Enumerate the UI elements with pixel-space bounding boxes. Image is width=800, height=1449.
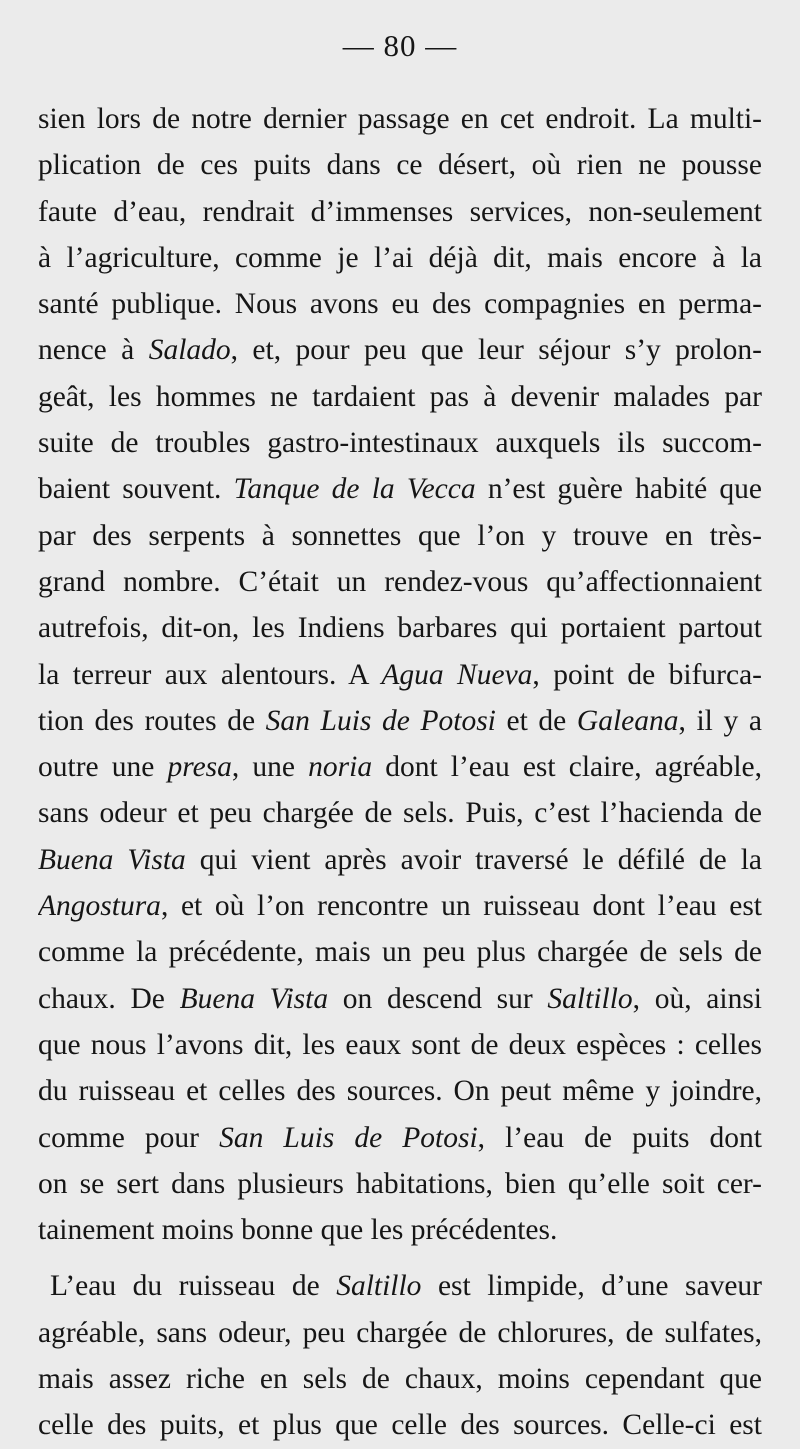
text-run: qui vient après avoir traversé le défilé de la [185,843,762,876]
text-run: chaux. De [38,982,180,1015]
text-line [38,374,762,420]
text-run: comme la précédente, mais un peu plus chargée de sels de [38,936,762,969]
text-line [38,976,762,1022]
text-run: comme pour [38,1121,220,1154]
italic-text: Saltillo [547,982,633,1015]
text-run: mais assez riche en sels de chaux, moins cependant que [38,1363,762,1396]
italic-text: Salado [148,334,231,367]
text-run: celle des puits, et plus que celle des sources. Celle-ci est [38,1409,762,1442]
text-run: plication de ces puits dans ce désert, où rien ne pousse [38,149,762,182]
text-line [38,883,762,929]
text-line [38,281,762,327]
text-line [38,1207,762,1253]
italic-text: San Luis de Potosi [219,1121,478,1154]
text-line [38,744,762,790]
text-line [38,605,762,651]
text-run: autrefois, dit-on, les Indiens barbares qui portaient partout [38,612,762,645]
text-run: , il y a [678,704,762,737]
italic-text: Buena Vista [38,843,186,876]
text-run: , une [231,751,309,784]
text-line [38,1402,762,1448]
text-line [38,1310,762,1356]
text-run: , et, pour peu que leur séjour s’y prolon- [230,334,762,367]
text-run: agréable, sans odeur, peu chargée de chlorures, de sulfates, [38,1316,762,1349]
italic-text: Tanque de la Vecca [233,473,476,506]
text-line [38,1022,762,1068]
text-run: outre une [38,751,168,784]
text-run: sans odeur et peu chargée de sels. Puis, c’est l’hacienda de [38,797,762,830]
text-run: suite de troubles gastro-intestinaux auxquels ils succom- [38,427,762,460]
italic-text: Angostura [38,890,161,923]
text-line [38,235,762,281]
text-line [38,559,762,605]
text-line [38,327,762,373]
text-run: on descend sur [328,982,548,1015]
text-run: nence à [38,334,149,367]
text-line [38,1068,762,1114]
text-run: faute d’eau, rendrait d’immenses services, non-seulement [38,195,762,228]
text-line [38,189,762,235]
text-run: que nous l’avons dit, les eaux sont de deux espèces : celles [38,1028,762,1061]
text-run: geât, les hommes ne tardaient pas à devenir malades par [38,380,762,413]
text-line [38,142,762,188]
text-line [38,1263,762,1309]
text-run: , l’eau de puits dont [477,1121,762,1154]
italic-text: noria [308,751,373,784]
text-run: L’eau du ruisseau de [50,1270,337,1303]
text-run: tainement moins bonne que les précédentes. [38,1214,558,1247]
text-run: , où, ainsi [632,982,762,1015]
text-run: et de [495,704,577,737]
text-run: grand nombre. C’était un rendez-vous qu’affectionnaient [38,565,762,598]
italic-text: Buena Vista [179,982,329,1015]
text-line [38,513,762,559]
text-run: baient souvent. [38,473,234,506]
text-line [38,837,762,883]
text-line [38,96,762,142]
text-line [38,466,762,512]
text-line [38,929,762,975]
italic-text: San Luis de Potosi [265,704,496,737]
italic-text: presa [167,751,232,784]
text-run: , point de bifurca- [532,658,762,691]
text-run: par des serpents à sonnettes que l’on y trouve en très- [38,519,762,552]
text-run: est limpide, d’une saveur [421,1270,762,1303]
italic-text: Agua Nueva [381,658,533,691]
text-line [38,790,762,836]
text-run: , et où l’on rencontre un ruisseau dont l’eau est [160,890,762,923]
italic-text: Saltillo [336,1270,422,1303]
text-line [38,1115,762,1161]
text-run: à l’agriculture, comme je l’ai déjà dit, mais encore à la [38,241,762,274]
italic-text: Galeana [576,704,679,737]
text-run: on se sert dans plusieurs habitations, bien qu’elle soit cer- [38,1167,762,1200]
text-line [38,1356,762,1402]
text-run: sien lors de notre dernier passage en cet endroit. La multi- [38,103,762,135]
text-run: dont l’eau est claire, agréable, [372,751,762,784]
text-run: n’est guère habité que [475,473,762,506]
text-run: la terreur aux alentours. A [38,658,382,691]
text-line [38,652,762,698]
text-run: tion des routes de [38,704,266,737]
text-run: du ruisseau et celles des sources. On peut même y joindre, [38,1075,762,1108]
text-line [38,420,762,466]
text-line [38,698,762,744]
text-line [38,1161,762,1207]
body-text [38,96,762,1449]
text-run: santé publique. Nous avons eu des compagnies en perma- [38,288,762,321]
page-number: — 80 — [342,28,458,63]
